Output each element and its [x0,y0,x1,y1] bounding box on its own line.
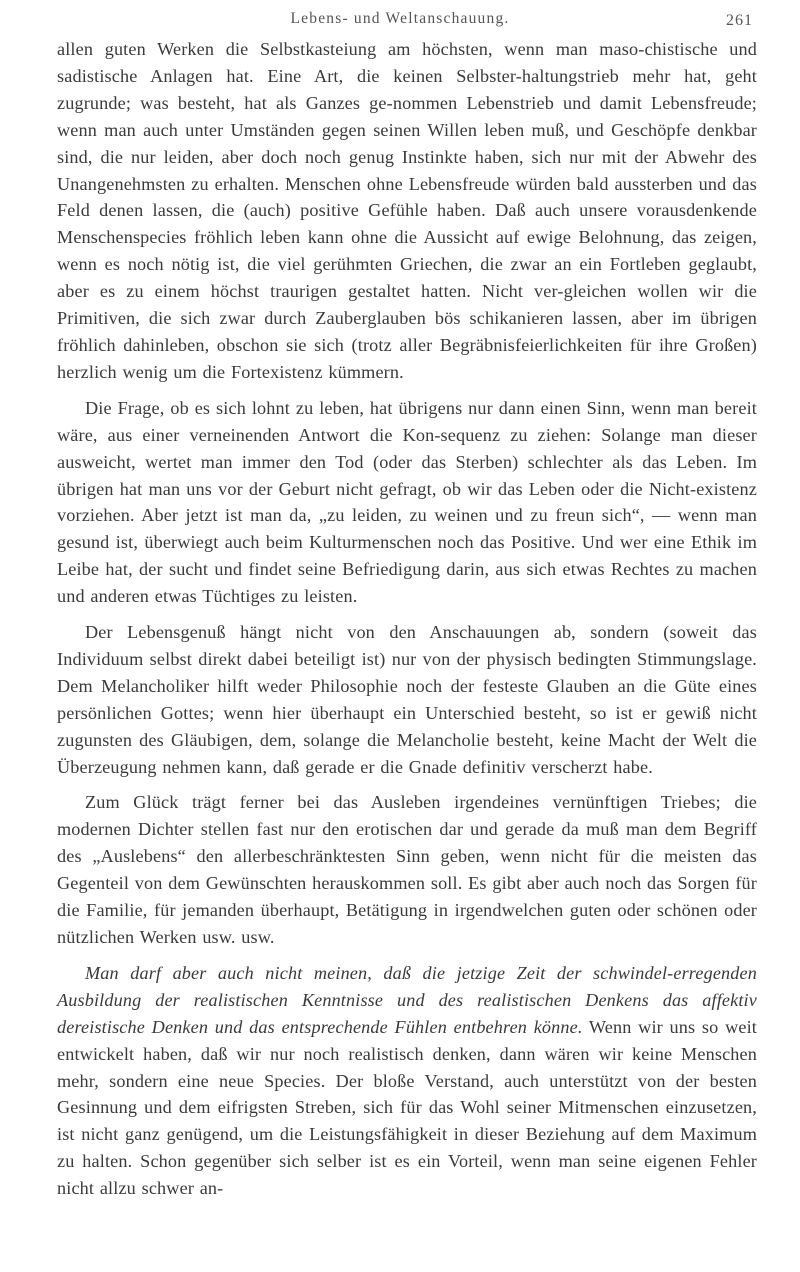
page-number: 261 [726,12,753,29]
paragraph-4: Zum Glück trägt ferner bei das Ausleben irgendeines vernünftigen Triebes; die modernen Dichter stellen fast nur den erotischen dar und gerade da muß man dem Begriff des „Auslebens“ den allerbeschränktesten Sinn geben, wenn nicht für die meisten das Gegenteil von dem Gewünschten herauskommen soll. Es gibt aber auch noch das Sorgen für die Familie, für jemanden überhaupt, Betätigung in irgendwelchen guten oder schönen oder nützlichen Werken usw. usw. [57,792,757,947]
paragraph-2: Die Frage, ob es sich lohnt zu leben, hat übrigens nur dann einen Sinn, wenn man bereit wäre, aus einer verneinenden Antwort die Kon-sequenz zu ziehen: Solange man dieser ausweicht, wertet man immer den Tod (oder das Sterben) schlechter als das Leben. Im übrigen hat man uns vor der Geburt nicht gefragt, ob wir das Leben oder die Nicht-existenz vorziehen. Aber jetzt ist man da, „zu leiden, zu weinen und zu freun sich“, — wenn man gesund ist, überwiegt auch beim Kulturmenschen noch das Positive. Und wer eine Ethik im Leibe hat, der sucht und findet seine Befriedigung darin, aus sich etwas Rechtes zu machen und anderen etwas Tüchtiges zu leisten. [57,397,757,607]
paragraph-3: Der Lebensgenuß hängt nicht von den Anschauungen ab, sondern (soweit das Individuum selbst direkt dabei beteiligt ist) nur von der physisch bedingten Stimmungslage. Dem Melancholiker hilft weder Philosophie noch der festeste Glauben an die Güte eines persönlichen Gottes; wenn hier überhaupt ein Unterschied besteht, so ist er gewiß nicht zugunsten des Gläubigen, dem, solange die Melancholie besteht, keine Macht der Welt die Überzeugung nehmen kann, daß gerade er die Gnade definitiv verscherzt habe. [57,622,757,777]
running-head: Lebens- und Weltanschauung. [290,10,510,27]
body-text [57,36,757,1202]
paragraph-5-text: Wenn wir uns so weit entwickelt haben, daß wir nur noch realistisch denken, dann wären wir keine Menschen mehr, sondern eine neue Species. Der bloße Verstand, auch unterstützt von der besten Gesinnung und dem eifrigsten Streben, sich für das Wohl seiner Mitmenschen einzusetzen, ist nicht ganz genügend, um die Leistungsfähigkeit in dieser Beziehung auf dem Maximum zu halten. Schon gegenüber sich selber ist es ein Vorteil, wenn man seine eigenen Fehler nicht allzu schwer an- [57,1016,757,1199]
paragraph-1: allen guten Werken die Selbstkasteiung am höchsten, wenn man maso-chistische und sadistische Anlagen hat. Eine Art, die keinen Selbster-haltungstrieb mehr hat, geht zugrunde; was besteht, hat als Ganzes ge-nommen Lebenstrieb und damit Lebensfreude; wenn man auch unter Umständen gegen seinen Willen leben muß, und Geschöpfe denkbar sind, die nur leiden, aber doch noch genug Instinkte haben, sich nur mit der Abwehr des Unangenehmsten zu erhalten. Menschen ohne Lebensfreude würden bald aussterben und das Feld denen lassen, die (auch) positive Gefühle haben. Daß auch unsere vorausdenkende Menschenspecies fröhlich leben kann ohne die Aussicht auf ewige Belohnung, das zeigen, wenn es noch nötig ist, die viel gerühmten Griechen, die zwar an ein Fortleben geglaubt, aber es zu einem höchst traurigen gestaltet hatten. Nicht ver-gleichen wollen wir die Primitiven, die sich zwar durch Zauberglauben bös schikanieren lassen, aber im übrigen fröhlich dahinleben, obschon sie sich (trotz aller Begräbnisfeierlichkeiten für ihre Großen) herzlich wenig um die Fortexistenz kümmern. [57,39,757,382]
paragraph-5 [57,960,757,1202]
emphasized-sentence: Man darf aber auch nicht meinen, daß die jetzige Zeit der schwindel-erregenden Ausbildung der realistischen Kenntnisse und des realistischen Denkens das affektiv dereistische Denken und das entsprechende Fühlen entbehren könne. [57,962,757,1037]
